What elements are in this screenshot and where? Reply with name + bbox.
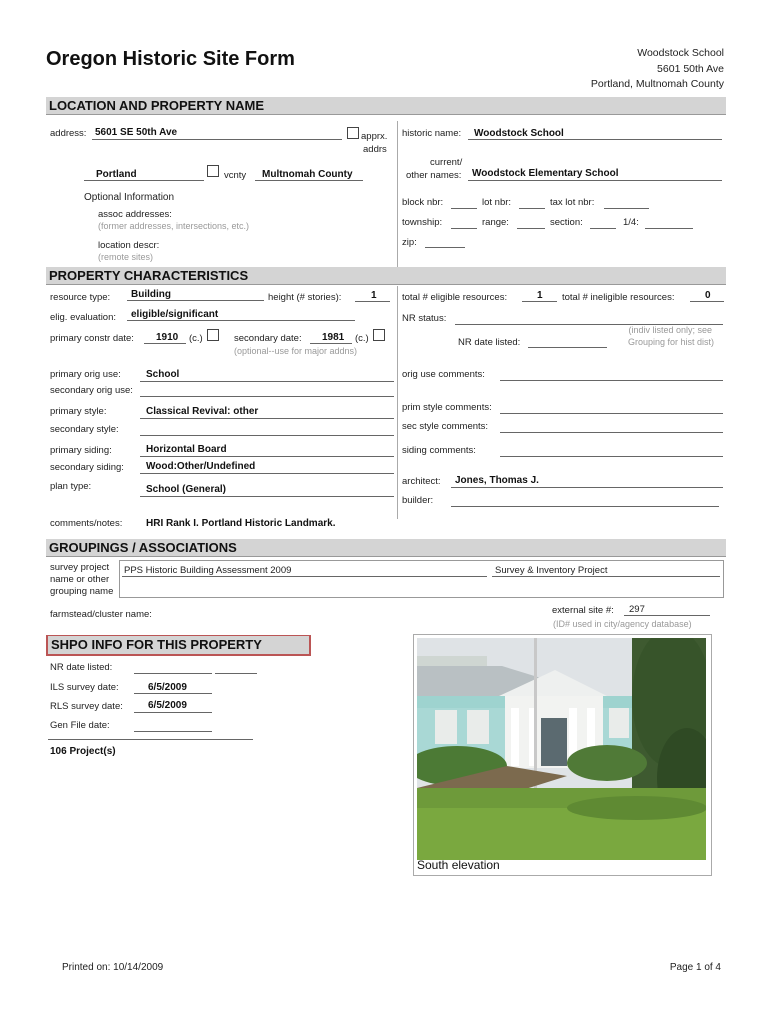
photo-caption: South elevation [417,858,500,872]
orig-use-comments-line [500,380,723,381]
page-title: Oregon Historic Site Form [46,48,295,70]
range-label: range: [482,217,509,228]
external-site-value: 297 [629,604,645,615]
primary-constr-value: 1910 [156,332,179,343]
page-number: Page 1 of 4 [669,962,721,973]
comments-value: HRI Rank I. Portland Historic Landmark. [146,518,336,529]
photo-frame [413,634,712,876]
project-106-label: 106 Project(s) [50,746,116,757]
zip-label: zip: [402,237,417,248]
assoc-addresses-label: assoc addresses: [98,209,172,220]
column-divider [397,286,398,519]
total-ineligible-value: 0 [705,290,711,301]
total-ineligible-line [690,301,724,302]
primary-constr-circa-label: (c.) [189,333,203,344]
siding-comments-line [500,456,723,457]
rls-survey-label: RLS survey date: [50,701,123,712]
city-value: Portland [96,169,137,180]
rls-survey-line [134,712,212,713]
indiv-hint-2: Grouping for hist dist) [627,337,714,347]
primary-orig-use-label: primary orig use: [50,369,121,380]
plan-type-label: plan type: [50,481,92,492]
builder-label: builder: [402,495,434,506]
primary-style-label: primary style: [50,406,107,417]
orig-use-comments-label: orig use comments: [402,369,485,380]
optional-info-label: Optional Information [84,192,175,203]
total-eligible-label: total # eligible resources: [402,292,508,303]
survey-project-line [122,576,487,577]
range-line [517,228,545,229]
nr-date-listed-label: NR date listed: [458,337,521,348]
secondary-siding-label: secondary siding: [50,462,124,473]
city-line [84,180,204,181]
groupings-section-header: GROUPINGS / ASSOCIATIONS [46,539,726,557]
primary-siding-value: Horizontal Board [146,444,227,455]
location-section-header: LOCATION AND PROPERTY NAME [46,97,726,115]
prim-style-comments-label: prim style comments: [402,402,492,413]
site-header-city: Portland, Multnomah County [590,78,724,90]
quarter-label: 1/4: [623,217,639,228]
secondary-date-value: 1981 [322,332,345,343]
secondary-date-label: secondary date: [234,333,302,344]
current-label: current/ [430,157,463,168]
secondary-style-line [140,435,394,436]
primary-siding-label: primary siding: [50,445,112,456]
survey-project-name: PPS Historic Building Assessment 2009 [124,565,292,576]
column-divider [397,121,398,267]
comments-label: comments/notes: [50,518,123,529]
primary-constr-label: primary constr date: [50,333,134,344]
siding-comments-label: siding comments: [402,445,476,456]
prim-style-comments-line [500,413,723,414]
approx-label: apprx. [361,131,388,142]
lot-nbr-label: lot nbr: [482,197,512,208]
secondary-circa-checkbox[interactable] [373,329,385,341]
elig-evaluation-value: eligible/significant [131,309,219,320]
elig-evaluation-line [127,320,355,321]
sec-style-comments-line [500,432,723,433]
historic-name-line [468,139,722,140]
township-line [451,228,477,229]
height-value: 1 [371,290,377,301]
section-label: section: [550,217,583,228]
resource-type-label: resource type: [50,292,111,303]
gen-file-label: Gen File date: [50,720,110,731]
external-site-line [624,615,710,616]
primary-constr-line [144,343,186,344]
site-header-address: 5601 50th Ave [657,63,724,75]
height-line [355,301,390,302]
external-site-hint: (ID# used in city/agency database) [553,619,692,629]
addrs-label: addrs [363,144,387,155]
primary-style-value: Classical Revival: other [146,406,259,417]
address-value: 5601 SE 50th Ave [95,127,178,138]
plan-type-line [140,496,394,497]
survey-label-3: grouping name [50,586,114,597]
other-names-value: Woodstock Elementary School [472,168,619,179]
tax-lot-line [604,208,649,209]
historic-name-label: historic name: [402,128,462,139]
shpo-divider [48,739,253,740]
secondary-style-label: secondary style: [50,424,119,435]
architect-label: architect: [402,476,441,487]
total-eligible-value: 1 [537,290,543,301]
county-line [255,180,363,181]
other-names-line [468,180,722,181]
survey-type-line [492,576,720,577]
secondary-orig-use-line [140,396,394,397]
location-descr-hint: (remote sites) [98,252,154,262]
survey-label-1: survey project [50,562,110,573]
primary-orig-use-line [140,381,394,382]
property-section-header: PROPERTY CHARACTERISTICS [46,267,726,285]
builder-line [451,506,719,507]
secondary-orig-use-label: secondary orig use: [50,385,133,396]
primary-orig-use-value: School [146,369,180,380]
ils-survey-value: 6/5/2009 [148,682,187,693]
address-label: address: [50,128,87,139]
sec-style-comments-label: sec style comments: [402,421,489,432]
total-ineligible-label: total # ineligible resources: [562,292,675,303]
plan-type-value: School (General) [146,484,227,495]
elig-evaluation-label: elig. evaluation: [50,312,117,323]
quarter-line [645,228,693,229]
gen-file-line [134,731,212,732]
primary-siding-line [140,456,394,457]
primary-circa-checkbox[interactable] [207,329,219,341]
height-label: height (# stories): [268,292,342,303]
vcnty-label: vcnty [224,170,247,181]
nr-date-listed-line [528,347,607,348]
shpo-nr-date-line-2 [215,673,257,674]
survey-project-type: Survey & Inventory Project [495,565,608,576]
address-line [92,139,342,140]
architect-line [451,487,723,488]
secondary-siding-line [140,473,394,474]
assoc-addresses-hint: (former addresses, intersections, etc.) [98,221,250,231]
building-photo [417,638,706,860]
secondary-siding-value: Wood:Other/Undefined [146,461,256,472]
county-value: Multnomah County [262,169,353,180]
shpo-nr-date-line [134,673,212,674]
block-nbr-label: block nbr: [402,197,444,208]
architect-value: Jones, Thomas J. [455,475,539,486]
rls-survey-value: 6/5/2009 [148,700,187,711]
shpo-nr-date-label: NR date listed: [50,662,113,673]
tax-lot-label: tax lot nbr: [550,197,595,208]
approx-address-checkbox[interactable] [347,127,359,139]
survey-label-2: name or other [50,574,110,585]
section-line [590,228,616,229]
farmstead-label: farmstead/cluster name: [50,609,152,620]
lot-nbr-line [519,208,545,209]
nr-status-label: NR status: [402,313,447,324]
external-site-label: external site #: [552,605,614,616]
other-names-label: other names: [406,170,462,181]
historic-name-value: Woodstock School [474,128,564,139]
total-eligible-line [522,301,557,302]
township-label: township: [402,217,443,228]
resource-type-value: Building [131,289,171,300]
ils-survey-line [134,693,212,694]
ils-survey-label: ILS survey date: [50,682,119,693]
resource-type-line [127,300,264,301]
zip-line [425,247,465,248]
location-descr-label: location descr: [98,240,160,251]
printed-date: Printed on: 10/14/2009 [62,962,164,973]
shpo-section-header: SHPO INFO FOR THIS PROPERTY [46,635,311,656]
secondary-date-line [310,343,352,344]
site-header-name: Woodstock School [637,47,724,59]
secondary-date-hint: (optional--use for major addns) [234,346,358,356]
primary-style-line [140,418,394,419]
secondary-circa-label: (c.) [355,333,369,344]
vicinity-checkbox[interactable] [207,165,219,177]
indiv-hint-1: (indiv listed only; see [628,325,712,335]
block-nbr-line [451,208,477,209]
